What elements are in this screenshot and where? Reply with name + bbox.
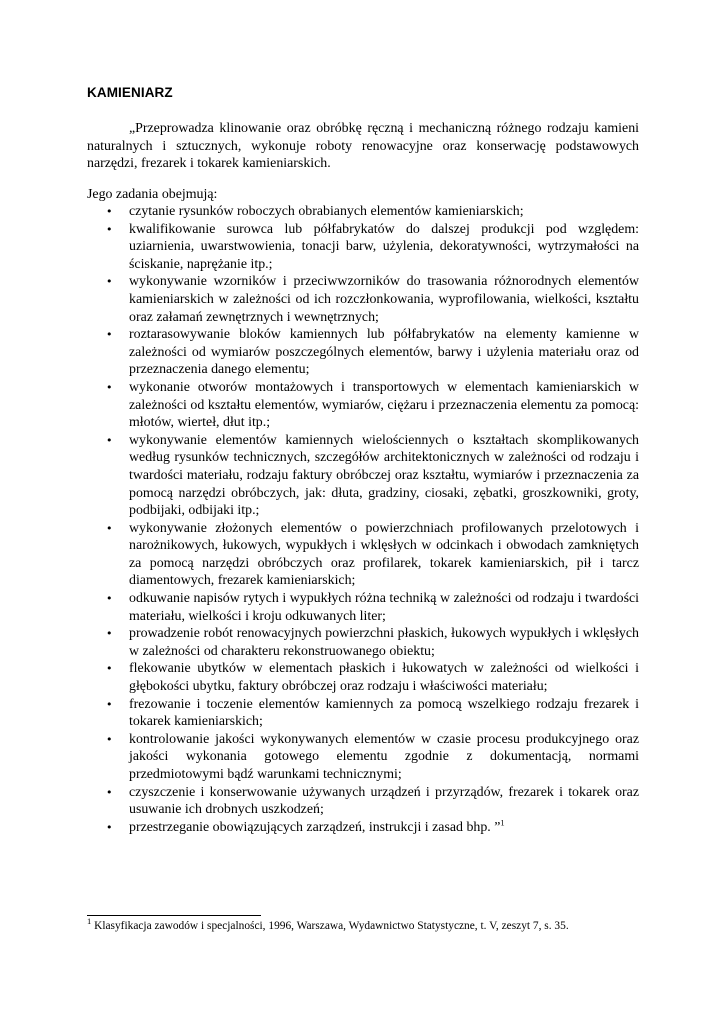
task-text: flekowanie ubytków w elementach płaskich i łukowatych w zależności od wielkości i głębokości ubytku, faktury obróbczej oraz rodzaju i właściwości materiału; bbox=[129, 661, 639, 695]
bullet-icon: • bbox=[106, 521, 113, 535]
footnote-text: Klasyfikacja zawodów i specjalności, 1996, Warszawa, Wydawnictwo Statystyczne, t. V, zeszyt 7, s. 35. bbox=[91, 920, 569, 932]
bullet-icon: • bbox=[106, 820, 113, 834]
list-item bbox=[106, 784, 639, 819]
bullet-icon: • bbox=[106, 697, 113, 711]
bullet-icon: • bbox=[106, 433, 113, 447]
bullet-icon: • bbox=[106, 328, 113, 342]
task-list bbox=[106, 203, 639, 836]
task-text: wykonanie otworów montażowych i transportowych w elementach kamieniarskich w zależności od kształtu elementów, wymiarów, ciężaru i przeznaczenia elementu za pomocą: młotów, wierteł, dłut itp.; bbox=[129, 379, 639, 431]
list-item bbox=[106, 520, 639, 590]
bullet-icon: • bbox=[106, 732, 113, 746]
task-text: wykonywanie złożonych elementów o powierzchniach profilowanych przelotowych i narożnikowych, łukowych, wypukłych i wklęsłych w odcinkach i obwodach zamkniętych za pomocą narzędzi obróbczych oraz profilarek, tokarek kamieniarskich, pił i tarcz diamentowych, frezarek kamieniarskich; bbox=[129, 520, 639, 589]
list-item bbox=[106, 326, 639, 379]
list-item bbox=[106, 379, 639, 432]
bullet-icon: • bbox=[106, 592, 113, 606]
bullet-icon: • bbox=[106, 205, 113, 218]
list-item bbox=[106, 221, 639, 274]
list-item bbox=[106, 273, 639, 326]
bullet-icon: • bbox=[106, 380, 113, 394]
task-text: czytanie rysunków roboczych obrabianych elementów kamieniarskich; bbox=[129, 204, 524, 219]
task-text: wykonywanie wzorników i przeciwwzorników do trasowania różnorodnych elementów kamieniarskich w zależności od ich rozczłonkowania, wyprofilowania, wielkości, kształtu oraz załamań zewnętrznych i wewnętrznych; bbox=[129, 274, 639, 325]
list-item bbox=[106, 660, 639, 695]
bullet-icon: • bbox=[106, 662, 113, 676]
list-item bbox=[106, 731, 639, 784]
intro-paragraph: „Przeprowadza klinowanie oraz obróbkę ręczną i mechaniczną różnego rodzaju kamieni naturalnych i sztucznych, wykonuje roboty renowacyjne oraz konserwację podstawowych narzędzi, frezarek i tokarek kamieniarskich. bbox=[87, 121, 639, 172]
bullet-icon: • bbox=[106, 627, 113, 641]
bullet-icon: • bbox=[106, 785, 113, 799]
list-item bbox=[106, 817, 639, 837]
list-item bbox=[106, 432, 639, 520]
bullet-icon: • bbox=[106, 275, 113, 289]
list-item bbox=[106, 590, 639, 625]
task-text: roztarasowywanie bloków kamiennych lub półfabrykatów na elementy kamienne w zależności od wymiarów poszczególnych elementów, barwy i użylenia materiału oraz od przeznaczenia danego elementu; bbox=[129, 327, 639, 378]
task-text: kontrolowanie jakości wykonywanych elementów w czasie procesu produkcyjnego oraz jakości wykonania gotowego elementu zgodnie z dokumentacją, normami przedmiotowymi bądź warunkami technicznymi; bbox=[129, 731, 639, 782]
task-text: odkuwanie napisów rytych i wypukłych różna techniką w zależności od rodzaju i twardości materiału, wielkości i kroju odkuwanych liter; bbox=[129, 591, 639, 624]
task-text: czyszczenie i konserwowanie używanych urządzeń i przyrządów, frezarek i tokarek oraz usuwanie ich drobnych uszkodzeń; bbox=[129, 784, 639, 818]
footnote-reference: 1 bbox=[500, 817, 505, 828]
footnote bbox=[87, 916, 647, 933]
list-item bbox=[106, 696, 639, 731]
task-text: prowadzenie robót renowacyjnych powierzchni płaskich, łukowych wypukłych i wklęsłych w zależności od charakteru rekonstruowanego obiektu; bbox=[129, 626, 639, 659]
task-text: frezowanie i toczenie elementów kamiennych za pomocą wszelkiego rodzaju frezarek i tokarek kamieniarskich; bbox=[129, 696, 639, 730]
task-text: wykonywanie elementów kamiennych wielościennych o kształtach skomplikowanych według rysunków technicznych, szczegółów architektonicznych w zależności od rodzaju i twardości materiału, rodzaju faktury obróbczej oraz kształtu, wymiarów i przeznaczenia za pomocą narzędzi obróbczych, jak: dłuta, gradziny, ciosaki, zębatki, groszkowniki, groty, podbijaki, odbijaki itp.; bbox=[129, 432, 639, 519]
task-text: kwalifikowanie surowca lub półfabrykatów do dalszej produkcji pod względem: uziarnienia, uwarstwowienia, tonacji barw, użylenia, dekoratywności, wytrzymałości na ściskanie, naprężanie itp.; bbox=[129, 221, 639, 272]
list-item bbox=[106, 625, 639, 660]
page-title: KAMIENIARZ bbox=[87, 85, 173, 100]
footnote-number: 1 bbox=[87, 916, 92, 927]
task-text: przestrzeganie obowiązujących zarządzeń, instrukcji i zasad bhp. ” bbox=[129, 819, 501, 835]
list-item bbox=[106, 203, 639, 221]
tasks-heading: Jego zadania obejmują: bbox=[87, 187, 218, 202]
bullet-icon: • bbox=[106, 222, 113, 236]
footnote-separator bbox=[87, 915, 261, 916]
